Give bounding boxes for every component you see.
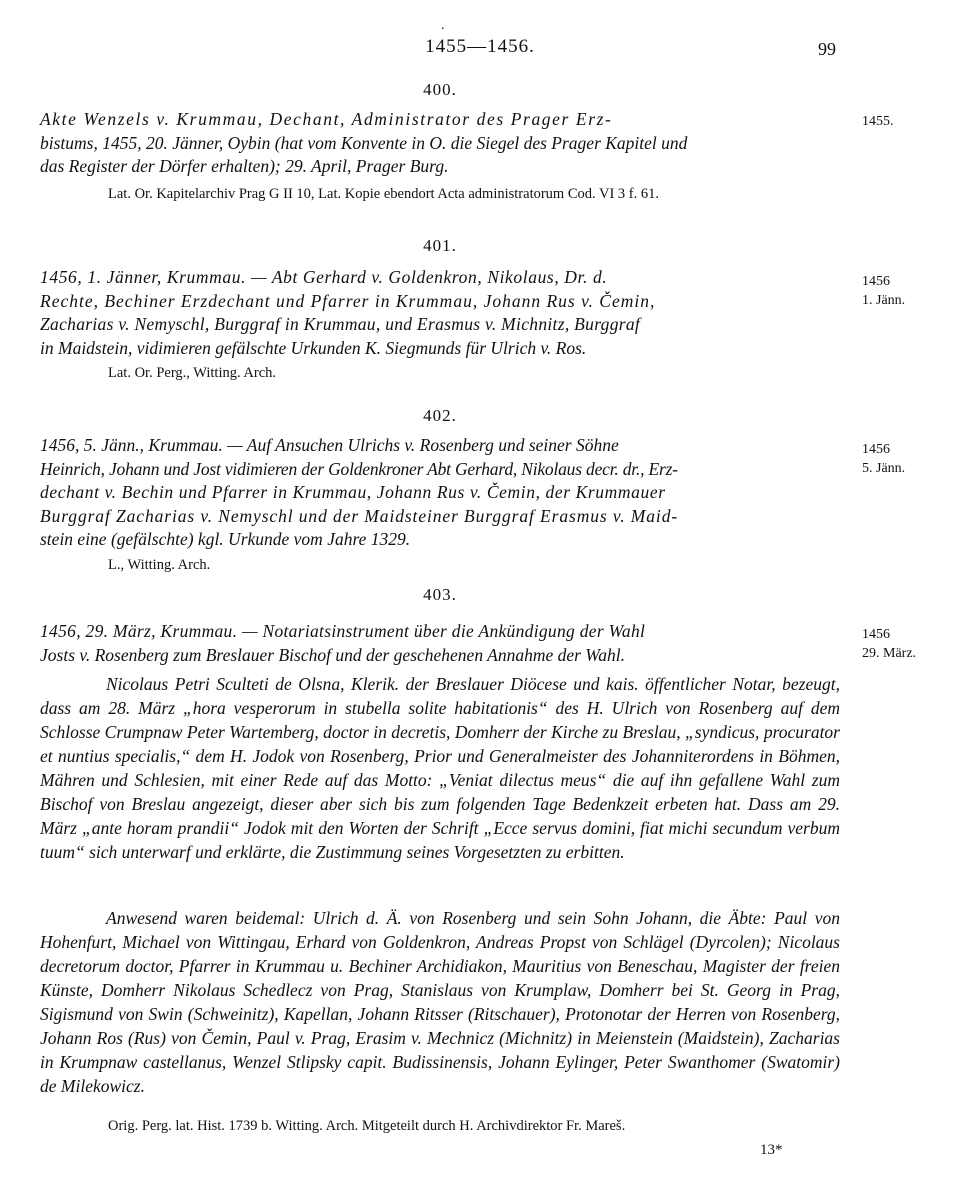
regest-line: bistums, 1455, 20. Jänner, Oybin (hat vom Konvente in O. die Siegel des Prager Kapitel und	[40, 132, 688, 153]
source-401: Lat. Or. Perg., Witting. Arch.	[108, 365, 277, 381]
regest-line: Josts v. Rosenberg zum Breslauer Bischof und der geschehenen Annahme der Wahl.	[40, 644, 626, 665]
regest-line: 1456, 29. März, Krummau. — Notariatsinstrument über die Ankündigung der Wahl	[40, 621, 646, 641]
margin-date-line: 1456	[862, 274, 890, 289]
running-head-years: 1455—1456.	[425, 36, 535, 57]
margin-date-line: 1456	[862, 627, 890, 642]
regest-401	[40, 266, 840, 360]
regest-line: dechant v. Bechin und Pfarrer in Krummau, Johann Rus v. Čemin, der Krummauer	[40, 482, 666, 502]
regest-402	[40, 434, 840, 552]
margin-date-403	[862, 625, 932, 663]
regest-line: Zacharias v. Nemyschl, Burggraf in Krummau, und Erasmus v. Michnitz, Burggraf	[40, 314, 641, 334]
regest-line: in Maidstein, vidimieren gefälschte Urkunden K. Siegmunds für Ulrich v. Ros.	[40, 337, 587, 358]
regest-line: Heinrich, Johann und Jost vidimieren der Goldenkroner Abt Gerhard, Nikolaus decr. dr., Erz-	[40, 458, 678, 479]
margin-date-400	[862, 112, 932, 131]
entry-number-401: 401.	[423, 236, 457, 255]
margin-date-line: 29. März.	[862, 646, 917, 661]
regest-line: 1456, 1. Jänner, Krummau. — Abt Gerhard v. Goldenkron, Nikolaus, Dr. d.	[40, 267, 608, 287]
regest-line: 1456, 5. Jänn., Krummau. — Auf Ansuchen Ulrichs v. Rosenberg und seiner Söhne	[40, 435, 619, 455]
paragraph-notariatsinstrument: Nicolaus Petri Sculteti de Olsna, Klerik. der Breslauer Diöcese und kais. öffentlicher Notar, bezeugt, dass am 28. März „hora vesperorum in stubella solite habitationis“ des H. Ulrich von Rosenberg auf dem Schlosse Crumpnaw Peter Wartemberg, doctor in decretis, Domherr der Kirche zu Breslau, „syndicus, procurator et nuntius specialis,“ dem H. Jodok von Rosenberg, Prior und Generalmeister des Johanniterordens in Böhmen, Mähren und Schlesien, mit einer Rede auf das Motto: „Veniat dilectus meus“ die auf ihn gefallene Wahl zum Bischof von Breslau angezeigt, dieser aber sich bis zum folgenden Tage Bedenkzeit erbeten hat. Dass am 29. März „ante horam prandii“ Jodok mit den Worten der Schrift „Ecce servus domini, fiat michi secundum verbum tuum“ sich unterwarf und erklärte, die Zustimmung seines Vorgesetzten zu erbitten.	[40, 674, 840, 862]
entry-number-403: 403.	[423, 585, 457, 604]
regest-400	[40, 108, 840, 179]
header-dot: .	[441, 18, 445, 33]
regest-line: Rechte, Bechiner Erzdechant und Pfarrer in Krummau, Johann Rus v. Čemin,	[40, 290, 656, 311]
source-402: L., Witting. Arch.	[108, 557, 211, 573]
regest-line: Burggraf Zacharias v. Nemyschl und der Maidsteiner Burggraf Erasmus v. Maid-	[40, 505, 679, 526]
regest-line: stein eine (gefälschte) kgl. Urkunde vom Jahre 1329.	[40, 529, 411, 549]
margin-date-402	[862, 440, 932, 478]
regest-line: Akte Wenzels v. Krummau, Dechant, Administrator des Prager Erz-	[40, 109, 613, 129]
margin-date-401	[862, 272, 932, 310]
entry-number-402: 402.	[423, 406, 457, 425]
page-number: 99	[818, 39, 836, 59]
margin-date-line: 1456	[862, 442, 890, 457]
paragraph-anwesende: Anwesend waren beidemal: Ulrich d. Ä. von Rosenberg und sein Sohn Johann, die Äbte: Paul von Hohenfurt, Michael von Wittingau, Erhard von Goldenkron, Andreas Propst von Schlägel (Dyrcolen); Nicolaus decretorum doctor, Pfarrer in Krummau u. Bechiner Archidiakon, Mauritius von Beneschau, Magister der freien Künste, Domherr Nikolaus Schedlecz von Prag, Stanislaus von Krumplaw, Domherr bei St. Georg in Prag, Sigismund von Swin (Schweinitz), Kapellan, Johann Ritsser (Ritschauer), Protonotar der Herren von Rosenberg, Johann Ros (Rus) von Čemin, Paul v. Prag, Erasim v. Mechnicz (Michnitz) in Meienstein (Maidstein), Zacharias in Krumpnaw castellanus, Wenzel Stlipsky capit. Budissinensis, Johann Eylinger, Peter Swanthomer (Swatomir) de Milekowicz.	[40, 908, 840, 1096]
entry-number-400: 400.	[423, 80, 457, 99]
margin-date-line: 5. Jänn.	[862, 461, 906, 476]
sheet-signature: 13*	[760, 1142, 783, 1158]
source-403: Orig. Perg. lat. Hist. 1739 b. Witting. Arch. Mitgeteilt durch H. Archivdirektor Fr. Mareš.	[108, 1118, 626, 1134]
margin-date-line: 1455.	[862, 114, 894, 129]
regest-403	[40, 620, 840, 667]
regest-line: das Register der Dörfer erhalten); 29. April, Prager Burg.	[40, 156, 449, 176]
margin-date-line: 1. Jänn.	[862, 293, 906, 308]
source-400: Lat. Or. Kapitelarchiv Prag G II 10, Lat. Kopie ebendort Acta administratorum Cod. VI 3 f. 61.	[108, 186, 659, 202]
